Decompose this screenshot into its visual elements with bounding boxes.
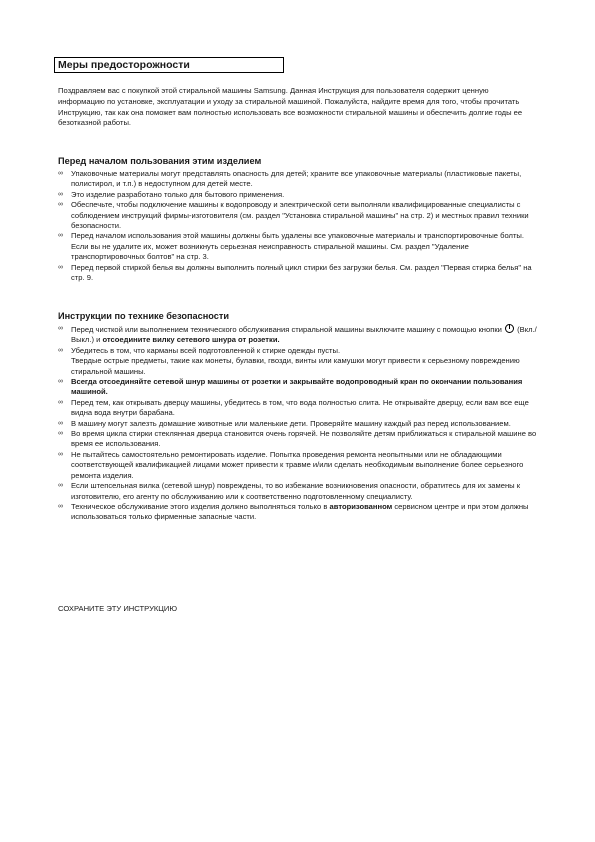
section-heading-before-use: Перед началом пользования этим изделием xyxy=(58,156,262,166)
section-heading-safety: Инструкции по технике безопасности xyxy=(58,311,230,321)
list-item: ∞ Не пытайтесь самостоятельно ремонтировать изделие. Попытка проведения ремонта неопытными или не обладающими соответствующей квалификацией лицами может привести к травме и/или сделать необходимым выполнение более серьезного ремонта изделия. xyxy=(58,449,524,480)
infinity-bullet-icon: ∞ xyxy=(58,170,63,177)
infinity-bullet-icon: ∞ xyxy=(58,502,63,510)
infinity-bullet-icon: ∞ xyxy=(58,430,63,438)
list-item: ∞ Обеспечьте, чтобы подключение машины к водопроводу и электрической сети выполняли квалифицированные специалисты с соблюдением инструкций фирмы-изготовителя (см. раздел "Установка стиральной машины" на стр. 2) и местных правил техники безопасности. xyxy=(58,200,529,231)
power-icon xyxy=(505,324,514,333)
save-instructions-note: СОХРАНИТЕ ЭТУ ИНСТРУКЦИЮ xyxy=(58,604,178,613)
page-title: Меры предосторожности xyxy=(58,59,190,71)
infinity-bullet-icon: ∞ xyxy=(58,419,63,427)
infinity-bullet-icon: ∞ xyxy=(58,482,63,490)
list-item: ∞ Если штепсельная вилка (сетевой шнур) повреждены, то во избежание возникновения опасности, обратитесь для их замены к изготовителю, его агенту по обслуживанию или к соответственно подготовленному специалисту. xyxy=(58,481,521,501)
infinity-bullet-icon: ∞ xyxy=(58,378,63,386)
infinity-bullet-icon: ∞ xyxy=(58,346,63,354)
list-item: ∞ Убедитесь в том, что карманы всей подготовленной к стирке одежды пусты. Твердые острые предметы, такие как монеты, булавки, гвозди, винты или камушки могут привести к серьезному повреждению стиральной машины. xyxy=(58,345,520,376)
list-item: ∞ Техническое обслуживание этого изделия должно выполняться только в авторизованном сервисном центре и при этом должны использоваться только фирменные запасные части. xyxy=(58,501,529,522)
list-item: ∞ Перед чисткой или выполнением технического обслуживания стиральной машины выключите машину с помощью кнопки (Вкл./Выкл.) и отсоедините вилку сетевого шнура от розетки. xyxy=(58,325,537,345)
list-item: ∞ Перед началом использования этой машины должны быть удалены все упаковочные материалы и транспортировочные болты. Если вы не удалите их, может возникнуть серьезная неисправность стиральной машины. См. раздел "Удаление транспортировочных болтов" на стр. 3. xyxy=(58,231,525,262)
infinity-bullet-icon: ∞ xyxy=(58,325,63,332)
list-item: ∞ Это изделие разработано только для бытового применения. xyxy=(58,189,285,199)
infinity-bullet-icon: ∞ xyxy=(58,450,63,458)
intro-paragraph: Поздравляем вас с покупкой этой стиральной машины Samsung. Данная Инструкция для пользователя содержит ценную информацию по установке, эксплуатации и уходу за стиральной машиной. Пожалуйста, найдите время для того, чтобы прочитать Инструкцию, так как она поможет вам полностью использовать все возможности стиральной машины и обеспечить долгие годы ее безотказной работы. xyxy=(58,86,523,128)
infinity-bullet-icon: ∞ xyxy=(58,263,63,271)
page-title-box xyxy=(54,57,284,73)
before-use-list xyxy=(58,169,538,283)
list-item: ∞ Перед тем, как открывать дверцу машины, убедитесь в том, что вода полностью слита. Не открывайте дверцу, если вам все еще видна вода внутри барабана. xyxy=(58,397,529,418)
infinity-bullet-icon: ∞ xyxy=(58,201,63,209)
infinity-bullet-icon: ∞ xyxy=(58,398,63,406)
infinity-bullet-icon: ∞ xyxy=(58,232,63,240)
list-item: ∞ В машину могут залезть домашние животные или маленькие дети. Проверяйте машину каждый раз перед использованием. xyxy=(58,418,511,428)
safety-list xyxy=(58,324,538,523)
list-item: ∞ Упаковочные материалы могут представлять опасность для детей; храните все упаковочные материалы (пластиковые пакеты, полистирол, и т.п.) в недоступном для детей месте. xyxy=(58,169,522,189)
list-item: ∞ Перед первой стиркой белья вы должны выполнить полный цикл стирки без загрузки белья. См. раздел "Первая стирка белья" на стр. 9. xyxy=(58,262,532,283)
list-item: ∞ Всегда отсоединяйте сетевой шнур машины от розетки и закрывайте водопроводный кран по окончании пользования машиной. xyxy=(58,377,523,397)
list-item: ∞ Во время цикла стирки стеклянная дверца становится очень горячей. Не позволяйте детям приближаться к стиральной машине во время ее использования. xyxy=(58,429,537,449)
infinity-bullet-icon: ∞ xyxy=(58,190,63,198)
